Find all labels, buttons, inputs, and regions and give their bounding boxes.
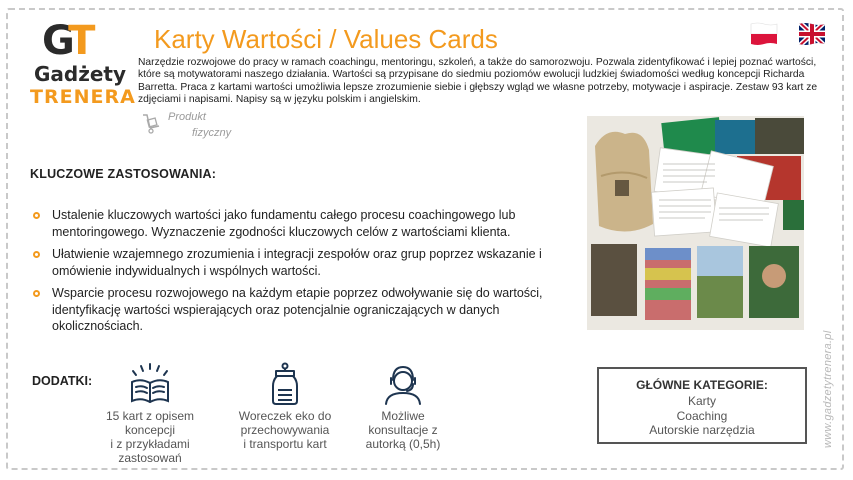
bullet-icon: [33, 290, 40, 297]
category-link[interactable]: Karty: [687, 394, 716, 408]
addon-item: [343, 362, 463, 451]
consultant-headset-icon: [380, 362, 426, 406]
storage-jar-icon: [262, 362, 308, 406]
open-book-icon: [127, 362, 173, 406]
applications-heading: KLUCZOWE ZASTOSOWANIA:: [30, 167, 217, 181]
addon-item: [225, 362, 345, 451]
list-item: Ułatwienie wzajemnego zrozumienia i integracji zespołów oraz grup poprzez wskazanie i omówienie indywidualnych i wspólnych wartości.: [30, 246, 570, 279]
addon-label: Możliwe konsultacje z autorką (0,5h): [365, 409, 441, 451]
logo-mark: GT: [42, 18, 90, 64]
addons-heading: DODATKI:: [32, 374, 93, 388]
logo-line-1: Gadżety: [33, 62, 127, 86]
product-title: Karty Wartości / Values Cards: [154, 24, 498, 54]
category-link[interactable]: Coaching: [676, 408, 728, 423]
product-type: [140, 111, 230, 143]
bullet-icon: [33, 251, 40, 258]
flag-pl-icon[interactable]: [749, 20, 779, 48]
list-item: Wsparcie procesu rozwojowego na każdym etapie poprzez odwoływanie się do wartości, identyfikację wartości wspierających oraz potencjalnie ograniczających w danych okolicznościach.: [30, 285, 570, 335]
product-photo: [587, 116, 804, 330]
bullet-icon: [33, 212, 40, 219]
category-link[interactable]: Autorskie narzędzia: [649, 423, 755, 437]
categories-heading: GŁÓWNE KATEGORIE:: [636, 378, 768, 392]
addon-label: Woreczek eko do przechowywania i transportu kart: [238, 409, 332, 451]
hand-truck-icon: [140, 113, 162, 135]
addon-label: 15 kart z opisem koncepcji i z przykładami zastosowań: [105, 409, 195, 465]
product-description: Narzędzie rozwojowe do pracy w ramach coachingu, mentoringu, szkoleń, a także do samorozwoju. Pozwala zidentyfikować i lepiej poznać wartości, które są motywatorami naszego działania. Wartości są przypisane do siedmiu poziomów ewolucji ludzkiej świadomości według koncepcji Richarda Barretta. Praca z kartami wartości umożliwia lepsze zrozumienie siebie i głębszy wgląd we własne potrzeby, motywacje i aspiracje. Zestaw 93 kart ze zdjęciami i napisami. Napisy są w języku polskim i angielskim.: [138, 57, 818, 106]
brand-logo[interactable]: [30, 18, 136, 118]
flag-uk-icon[interactable]: [797, 20, 827, 48]
categories-box: [597, 367, 807, 444]
list-item: Ustalenie kluczowych wartości jako fundamentu całego procesu coachingowego lub mentoringowego. Wyznaczenie zgodności kluczowych celów z wartościami klienta.: [30, 207, 570, 240]
product-type-line-2: fizyczny: [192, 127, 232, 139]
logo-line-2: TRENERA: [30, 86, 136, 108]
product-type-line-1: Produkt: [168, 111, 206, 123]
addon-item: [90, 362, 210, 465]
applications-list: [30, 207, 570, 341]
website-watermark: www.gadzetytrenera.pl: [822, 330, 834, 448]
